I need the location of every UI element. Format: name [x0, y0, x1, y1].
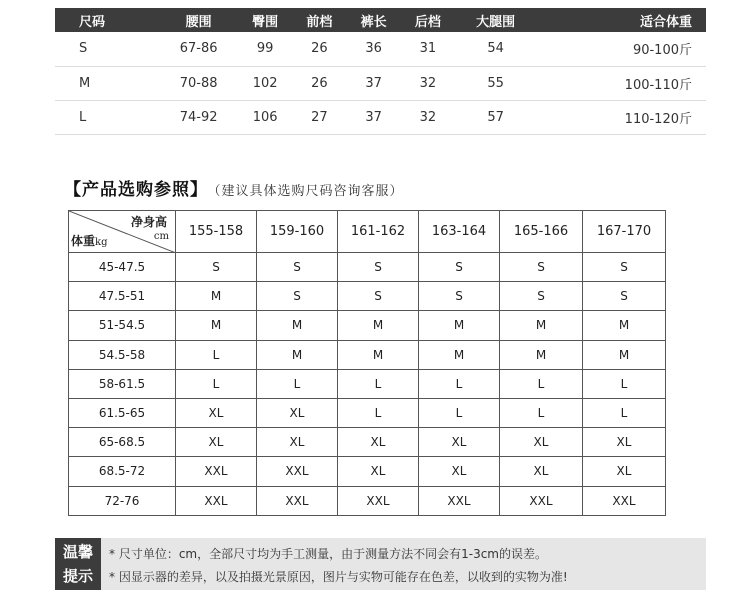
size-cell: L	[500, 398, 583, 427]
size-cell: XXL	[500, 486, 583, 515]
header-length: 裤长	[347, 8, 401, 32]
tips-label-line1: 温馨	[62, 543, 93, 561]
size-cell: L	[338, 398, 419, 427]
table-row	[69, 253, 666, 282]
table-cell: 102	[238, 66, 292, 100]
size-cell: L	[583, 369, 666, 398]
size-cell: S	[500, 253, 583, 282]
height-header: 165-166	[500, 211, 583, 253]
table-row	[69, 369, 666, 398]
size-cell: XXL	[176, 457, 257, 486]
weight-cell: 51-54.5	[69, 311, 176, 340]
size-cell: L	[583, 398, 666, 427]
size-cell: XL	[176, 428, 257, 457]
size-cell: S	[338, 282, 419, 311]
table-cell: 26	[292, 32, 346, 66]
size-cell: XL	[583, 457, 666, 486]
size-cell: XL	[338, 457, 419, 486]
table-cell: 55	[455, 66, 536, 100]
corner-weight-unit: kg	[95, 237, 108, 248]
size-cell: S	[419, 253, 500, 282]
size-cell: XXL	[338, 486, 419, 515]
size-cell: L	[419, 369, 500, 398]
size-cell: L	[257, 369, 338, 398]
header-hip: 臀围	[238, 8, 292, 32]
weight-cell: 72-76	[69, 486, 176, 515]
size-cell: L	[419, 398, 500, 427]
table-cell: 32	[401, 100, 455, 134]
reference-title: 【产品选购参照】	[64, 180, 208, 200]
size-cell: S	[257, 253, 338, 282]
table-cell: M	[55, 66, 159, 100]
table-row	[55, 100, 706, 134]
size-cell: M	[583, 340, 666, 369]
table-cell: 54	[455, 32, 536, 66]
tips-box	[55, 538, 706, 590]
size-cell: S	[500, 282, 583, 311]
size-cell: S	[419, 282, 500, 311]
size-cell: L	[500, 369, 583, 398]
tips-text-2: * 因显示器的差异，以及拍摄光景原因，图片与实物可能存在色差，以收到的实物为准!	[109, 570, 568, 584]
reference-note: （建议具体选购尺码咨询客服）	[214, 184, 404, 199]
weight-cell: 58-61.5	[69, 369, 176, 398]
size-cell: L	[338, 369, 419, 398]
table-row	[69, 311, 666, 340]
tips-text-1: * 尺寸单位：cm，全部尺寸均为手工测量，由于测量方法不同会有1-3cm的误差。	[109, 547, 547, 561]
table-row	[55, 66, 706, 100]
size-cell: XXL	[176, 486, 257, 515]
table-cell: 31	[401, 32, 455, 66]
size-cell: XL	[257, 428, 338, 457]
table-cell: 70-88	[159, 66, 238, 100]
table-row	[69, 486, 666, 515]
table-row	[69, 428, 666, 457]
size-cell: XL	[419, 428, 500, 457]
table-cell: 110-120斤	[536, 100, 706, 134]
table-row	[69, 282, 666, 311]
table-cell: 106	[238, 100, 292, 134]
tips-label	[55, 538, 101, 590]
table-cell: S	[55, 32, 159, 66]
height-header: 155-158	[176, 211, 257, 253]
size-cell: XL	[500, 428, 583, 457]
header-waist: 腰围	[159, 8, 238, 32]
size-cell: M	[176, 282, 257, 311]
table-cell: 32	[401, 66, 455, 100]
height-header: 167-170	[583, 211, 666, 253]
size-cell: M	[338, 311, 419, 340]
header-back-rise: 后档	[401, 8, 455, 32]
height-header: 163-164	[419, 211, 500, 253]
tips-label-line2: 提示	[62, 567, 93, 585]
size-cell: M	[257, 311, 338, 340]
size-cell: XL	[176, 398, 257, 427]
corner-weight-label-wrap	[71, 232, 107, 249]
weight-cell: 68.5-72	[69, 457, 176, 486]
size-cell: S	[338, 253, 419, 282]
weight-cell: 54.5-58	[69, 340, 176, 369]
corner-cell	[69, 211, 176, 253]
size-cell: S	[583, 253, 666, 282]
size-cell: M	[500, 340, 583, 369]
header-front-rise: 前档	[292, 8, 346, 32]
table-cell: 57	[455, 100, 536, 134]
size-cell: L	[176, 369, 257, 398]
header-weight: 适合体重	[536, 8, 706, 32]
size-chart-table	[55, 8, 706, 135]
size-reference-table	[68, 210, 666, 516]
size-chart-header-row	[55, 8, 706, 32]
size-cell: M	[257, 340, 338, 369]
size-cell: XL	[583, 428, 666, 457]
table-cell: 99	[238, 32, 292, 66]
size-cell: XL	[419, 457, 500, 486]
size-cell: M	[419, 340, 500, 369]
table-cell: 100-110斤	[536, 66, 706, 100]
table-cell: L	[55, 100, 159, 134]
weight-cell: 65-68.5	[69, 428, 176, 457]
table-cell: 36	[347, 32, 401, 66]
size-cell: M	[583, 311, 666, 340]
size-cell: M	[176, 311, 257, 340]
corner-height-label: 净身高	[130, 215, 167, 229]
height-header: 161-162	[338, 211, 419, 253]
table-row	[69, 340, 666, 369]
table-row	[55, 32, 706, 66]
size-cell: L	[176, 340, 257, 369]
size-cell: XL	[500, 457, 583, 486]
corner-weight-label: 体重	[71, 234, 96, 248]
table-cell: 74-92	[159, 100, 238, 134]
weight-cell: 47.5-51	[69, 282, 176, 311]
size-cell: S	[583, 282, 666, 311]
size-cell: XL	[257, 398, 338, 427]
size-cell: XXL	[419, 486, 500, 515]
weight-cell: 45-47.5	[69, 253, 176, 282]
size-cell: S	[257, 282, 338, 311]
height-header: 159-160	[257, 211, 338, 253]
table-cell: 27	[292, 100, 346, 134]
table-cell: 67-86	[159, 32, 238, 66]
header-thigh: 大腿围	[455, 8, 536, 32]
size-cell: XL	[338, 428, 419, 457]
table-cell: 37	[347, 66, 401, 100]
size-cell: XXL	[257, 457, 338, 486]
weight-cell: 61.5-65	[69, 398, 176, 427]
table-cell: 90-100斤	[536, 32, 706, 66]
size-cell: XXL	[583, 486, 666, 515]
corner-height-unit: cm	[153, 231, 169, 242]
table-cell: 37	[347, 100, 401, 134]
reference-header-row	[69, 211, 666, 253]
size-cell: XXL	[257, 486, 338, 515]
reference-body	[69, 253, 666, 516]
table-row	[69, 457, 666, 486]
size-cell: M	[338, 340, 419, 369]
table-row	[69, 398, 666, 427]
table-cell: 26	[292, 66, 346, 100]
header-size: 尺码	[55, 8, 159, 32]
size-cell: M	[500, 311, 583, 340]
size-cell: S	[176, 253, 257, 282]
reference-heading	[64, 175, 404, 200]
size-cell: M	[419, 311, 500, 340]
